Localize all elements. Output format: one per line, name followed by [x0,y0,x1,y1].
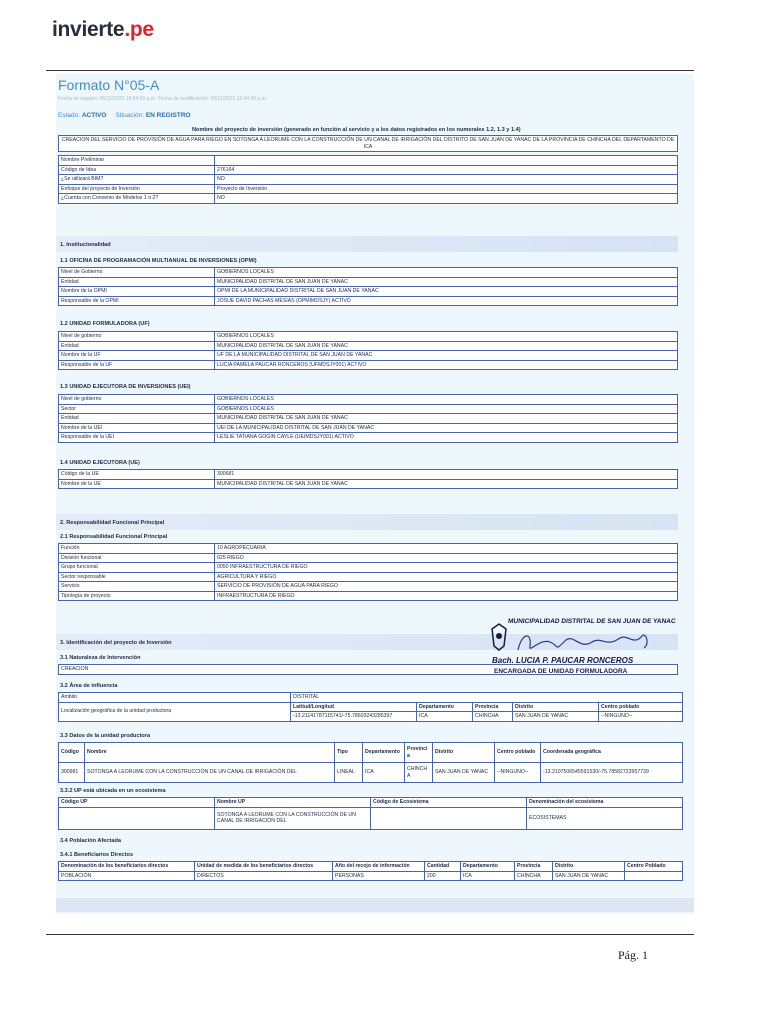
row-label: Sector responsable [59,572,215,582]
row-value: GOBIERNOS LOCALES [215,332,678,342]
page-number: Pág. 1 [618,948,648,962]
row-value: MUNICIPALIDAD DISTRITAL DE SAN JUAN DE YANAC [215,277,678,287]
logo: invierte.pe [52,18,154,41]
table-row [59,194,678,204]
eco-title: 3.3.2 UP está ubicada en un ecosistema [60,788,166,794]
row-value: UF DE LA MUNICIPALIDAD DISTRITAL DE SAN JUAN DE YANAC [215,351,678,361]
stamp-institution: MUNICIPALIDAD DISTRITAL DE SAN JUAN DE YANAC [507,618,676,625]
opmi-table [58,267,678,306]
row-label: Nombre Preliminar [59,156,215,166]
beneficiarios-table: Denominación de los beneficiarios directos Unidad de medida de los beneficiarios directos Año del recojo de información Cantidad Departamento Provincia Distrito Centro Poblado POBLACIÓN DIRECTOS PERSONAS 200 ICA CHINCHA SAN JUAN DE YANAC [58,861,683,881]
row-value: Proyecto de Inversión [215,184,678,194]
table-row [59,544,678,554]
row-value [215,156,678,166]
rfp-title: 2.1 Responsabilidad Funcional Principal [60,534,168,540]
row-value: 276164 [215,165,678,175]
table-row [59,433,678,443]
up-table: Código Nombre Tipo Departamento Provincia Distrito Centro poblado Coordenada geográfica 300981 SOTONGA A LEORUME CON LA CONSTRUCCIÓN DE UN CANAL DE IRRIGACIÓN DEL LINEAL ICA CHINCHA SAN JUAN DE YANAC --NINGUNO-- -13.2107506545591530/-75.78582723957739 [58,742,683,783]
ue-table [58,469,678,489]
bottom-band [56,898,694,912]
row-value: MUNICIPALIDAD DISTRITAL DE SAN JUAN DE YANAC [215,479,678,489]
row-label: Nombre de la UEI [59,423,215,433]
table-row [59,395,678,405]
row-value: OPMI DE LA MUNICIPALIDAD DISTRITAL DE SAN JUAN DE YANAC [215,287,678,297]
coat-of-arms-icon [490,622,508,652]
top-rule [46,70,694,71]
row-label: Entidad [59,414,215,424]
row-value: INFRAESTRUCTURA DE RIEGO [215,591,678,601]
row-value: 0050 INFRAESTRUCTURA DE RIEGO [215,563,678,573]
project-name: CREACION DEL SERVICIO DE PROVISIÓN DE AGUA PARA RIEGO EN SOTONGA A LEORUME CON LA CONSTRUCCIÓN DE UN CANAL DE IRRIGACIÓN DEL DISTRITO DE SAN JUAN DE YANAC DE LA PROVINCIA DE CHINCHA DEL DEPARTAMENTO DE ICA [59,136,678,152]
project-name-table [58,135,678,152]
row-label: Nivel de gobierno [59,332,215,342]
row-value: JOSUE DAVID PACHAS MESIAS (OPMIMDSJY) ACTIVO [215,296,678,306]
row-label: Nombre de la OPMI [59,287,215,297]
ue-title: 1.4 UNIDAD EJECUTORA (UE) [60,460,140,466]
table-row [59,563,678,573]
table-row [59,184,678,194]
table-row [59,277,678,287]
naturaleza-value: CREACION [59,665,678,675]
area-table: Ambito DISTRITAL Localización geográfica de la unidad productora Latitud/Longitud Departamento Provincia Distrito Centro poblado -13.21141787115741/-75.78603243285397 ICA CHINCHA SAN JUAN DE YANAC --NINGUNO-- [58,692,683,722]
table-row [59,423,678,433]
row-value: AGRICULTURA Y RIEGO [215,572,678,582]
uf-table [58,331,678,370]
row-label: ¿Se utilizará BIM? [59,175,215,185]
row-label: Responsable de la OPMI [59,296,215,306]
row-label: Función [59,544,215,554]
table-row [59,582,678,592]
row-label: Entidad [59,277,215,287]
rfp-table [58,543,678,601]
table-row [59,479,678,489]
row-value: 300681 [215,470,678,480]
table-row [59,156,678,166]
row-value: LESLIE TATIANA GOGIN CAYLE (UEIMDSJY001) ACTIVO [215,433,678,443]
row-label: Nivel de gobierno [59,395,215,405]
row-label: Sector [59,404,215,414]
row-value: MUNICIPALIDAD DISTRITAL DE SAN JUAN DE YANAC [215,414,678,424]
row-label: División funcional [59,553,215,563]
official-stamp [490,618,690,690]
poblacion-title: 3.4 Población Afectada [60,838,122,844]
table-row [59,404,678,414]
table-row [59,165,678,175]
table-row [59,572,678,582]
row-label: Responsable de la UEI [59,433,215,443]
project-name-caption: Nombre del proyecto de inversión (generado en función al servicio y a los datos registrados en los numerales 1.2, 1.3 y 1.4) [192,127,521,133]
uei-title: 1.3 UNIDAD EJECUTORA DE INVERSIONES (UEI) [60,384,191,390]
row-value: NO [215,194,678,204]
section-3-title: 3. Identificación del proyecto de Inversión [56,634,678,650]
opmi-title: 1.1 OFICINA DE PROGRAMACIÓN MULTIANUAL DE INVERSIONES (OPMI) [60,258,257,264]
row-value: NO [215,175,678,185]
signature [510,628,670,658]
table-row [59,470,678,480]
row-label: Nivel de Gobierno [59,268,215,278]
table-row [59,296,678,306]
up-title: 3.3 Datos de la unidad productora [60,733,151,739]
row-label: Nombre de la UF [59,351,215,361]
table-row [59,351,678,361]
stamp-name: Bach. LUCIA P. PAUCAR RONCEROS [492,656,634,665]
section-1-title: 1. Institucionalidad [56,236,678,252]
row-value: GOBIERNOS LOCALES [215,268,678,278]
uf-title: 1.2 UNIDAD FORMULADORA (UF) [60,321,150,327]
row-value: LUCIA PAMELA PAUCAR RONCEROS (UFMDSJY001) ACTIVO [215,360,678,370]
row-label: Entidad [59,341,215,351]
table-row [59,553,678,563]
stamp-role: ENCARGADA DE UNIDAD FORMULADORA [494,668,628,675]
row-value: 025 RIEGO [215,553,678,563]
row-label: Nombre de la UE [59,479,215,489]
row-label: Grupo funcional [59,563,215,573]
row-label: Servicio [59,582,215,592]
table-row [59,287,678,297]
general-table [58,155,678,204]
row-value: GOBIERNOS LOCALES [215,395,678,405]
naturaleza-title: 3.1 Naturaleza de Intervención [60,655,141,661]
row-value: MUNICIPALIDAD DISTRITAL DE SAN JUAN DE YANAC [215,341,678,351]
row-value: 10 AGROPECUARIA [215,544,678,554]
table-row [59,341,678,351]
row-value: GOBIERNOS LOCALES [215,404,678,414]
beneficiarios-title: 3.4.1 Beneficiarios Directos [60,852,134,858]
bottom-rule [46,934,694,935]
row-label: Código de Idea [59,165,215,175]
uei-table [58,394,678,443]
row-value: SERVICIO DE PROVISIÓN DE AGUA PARA RIEGO [215,582,678,592]
row-label: Responsable de la UF [59,360,215,370]
table-row [59,175,678,185]
table-row [59,591,678,601]
row-label: Código de la UE [59,470,215,480]
section-2-title: 2. Responsabilidad Funcional Principal [56,514,678,530]
table-row [59,268,678,278]
registration-dates: Fecha de registro: 06/11/2023 18:54:00 p.m. Fecha de modificación: 09/11/2023 12:44:45 p.m. [58,96,268,102]
row-label: Enfoque del proyecto de Inversión [59,184,215,194]
status-line: Estado: ACTIVO Situación: EN REGISTRO [58,112,191,119]
area-title: 3.2 Área de influencia [60,683,118,689]
table-row [59,332,678,342]
table-row [59,414,678,424]
row-value: UEI DE LA MUNICIPALIDAD DISTRITAL DE SAN JUAN DE YANAC [215,423,678,433]
eco-table: Código UP Nombre UP Código de Ecosistema Denominación del ecosistema SOTONGA A LEORUME CON LA CONSTRUCCIÓN DE UN CANAL DE IRRIGACIÓN DEL ECOSISTEMAS [58,797,683,830]
table-row [59,360,678,370]
row-label: ¿Cuenta con Convenio de Modelos 1 o 2? [59,194,215,204]
form-title: Formato N°05-A [58,77,160,93]
row-label: Tipología de proyecto [59,591,215,601]
